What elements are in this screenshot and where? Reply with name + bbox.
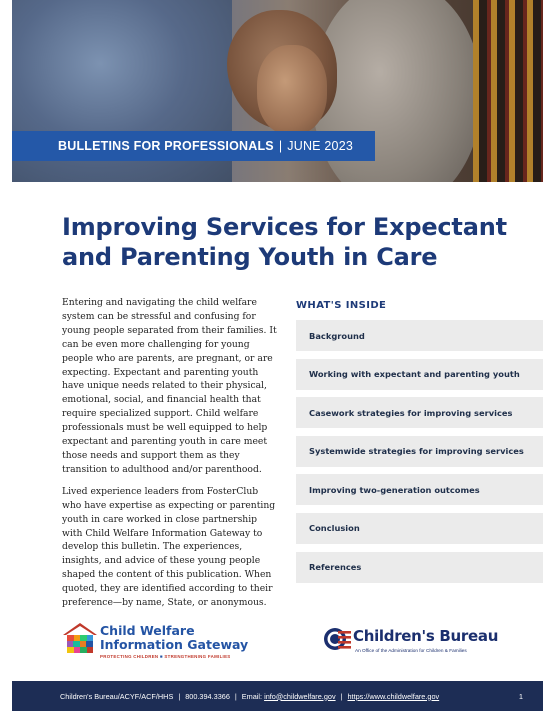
childrens-bureau-name: Children's Bureau [353,627,499,645]
tagline-square-icon: ■ [159,654,165,659]
whats-inside-heading: WHAT'S INSIDE [296,300,387,311]
footer-email-label: Email: [241,691,263,701]
footer-separator: | [340,691,343,701]
intro-paragraph-1: Entering and navigating the child welfare system can be stressful and confusing for young people separated from their families. It can be even more challenging for young people who are parents, are pregnant, or are expecting. Expectant and parenting youth have unique needs related to their physical, emotional, social, and financial health that require specialized support. Child welfare professionals must be well equipped to help expectant and parenting youth in care meet those needs and support them as they transition to adulthood and/or parenthood. [62,297,277,475]
cwig-tagline [100,654,231,659]
footer-separator: | [234,691,237,701]
toc-item-background[interactable]: Background [296,320,543,351]
footer-email-link[interactable]: info@childwelfare.gov [264,691,336,701]
title-line-1: Improving Services for Expectant [62,213,507,241]
series-banner [12,131,375,161]
childrens-bureau-seal-icon [322,626,352,652]
title-line-2: and Parenting Youth in Care [62,243,438,271]
footer-bar [12,681,543,711]
childrens-bureau-subtitle: An Office of the Administration for Children & Families [355,648,467,653]
cwig-tag-left: PROTECTING CHILDREN [100,654,159,659]
series-separator: | [278,139,283,153]
footer-separator: | [178,691,181,701]
page-number: 1 [518,692,523,701]
toc-item-casework-strategies[interactable]: Casework strategies for improving services [296,397,543,428]
toc-item-systemwide-strategies[interactable]: Systemwide strategies for improving services [296,436,543,467]
toc-item-two-generation[interactable]: Improving two-generation outcomes [296,474,543,505]
cwig-name-line-1: Child Welfare [100,623,195,638]
footer-phone: 800.394.3366 [185,691,230,701]
cwig-tag-right: STRENGTHENING FAMILIES [164,654,231,659]
toc-item-working-with-youth[interactable]: Working with expectant and parenting youth [296,359,543,390]
hero-plaid-fabric [473,0,543,182]
hero-photo [12,0,543,182]
whats-inside-list [296,320,543,590]
hero-child-hand [257,45,327,135]
cwig-name [100,624,248,651]
house-icon [62,622,98,656]
page-title [62,212,532,272]
childrens-bureau-logo[interactable] [322,625,522,665]
toc-item-conclusion[interactable]: Conclusion [296,513,543,544]
toc-item-references[interactable]: References [296,552,543,583]
cwig-logo[interactable] [62,618,252,666]
intro-paragraph-2: Lived experience leaders from FosterClub who have expertise as expecting or parenting youth in care worked in close partnership with Child Welfare Information Gateway to develop this bulletin. The experiences, insights, and advice of these young people shaped the content of this publication. When quoted, they are identified according to their preference—by name, State, or anonymous. [62,485,276,609]
cwig-name-line-2: Information Gateway [100,636,249,652]
footer-website-link[interactable]: https://www.childwelfare.gov [347,691,440,701]
series-date: JUNE 2023 [287,139,354,153]
footer-org: Children's Bureau/ACYF/ACF/HHS [60,691,174,701]
series-name: BULLETINS FOR PROFESSIONALS [58,139,274,153]
intro-text [62,296,278,618]
